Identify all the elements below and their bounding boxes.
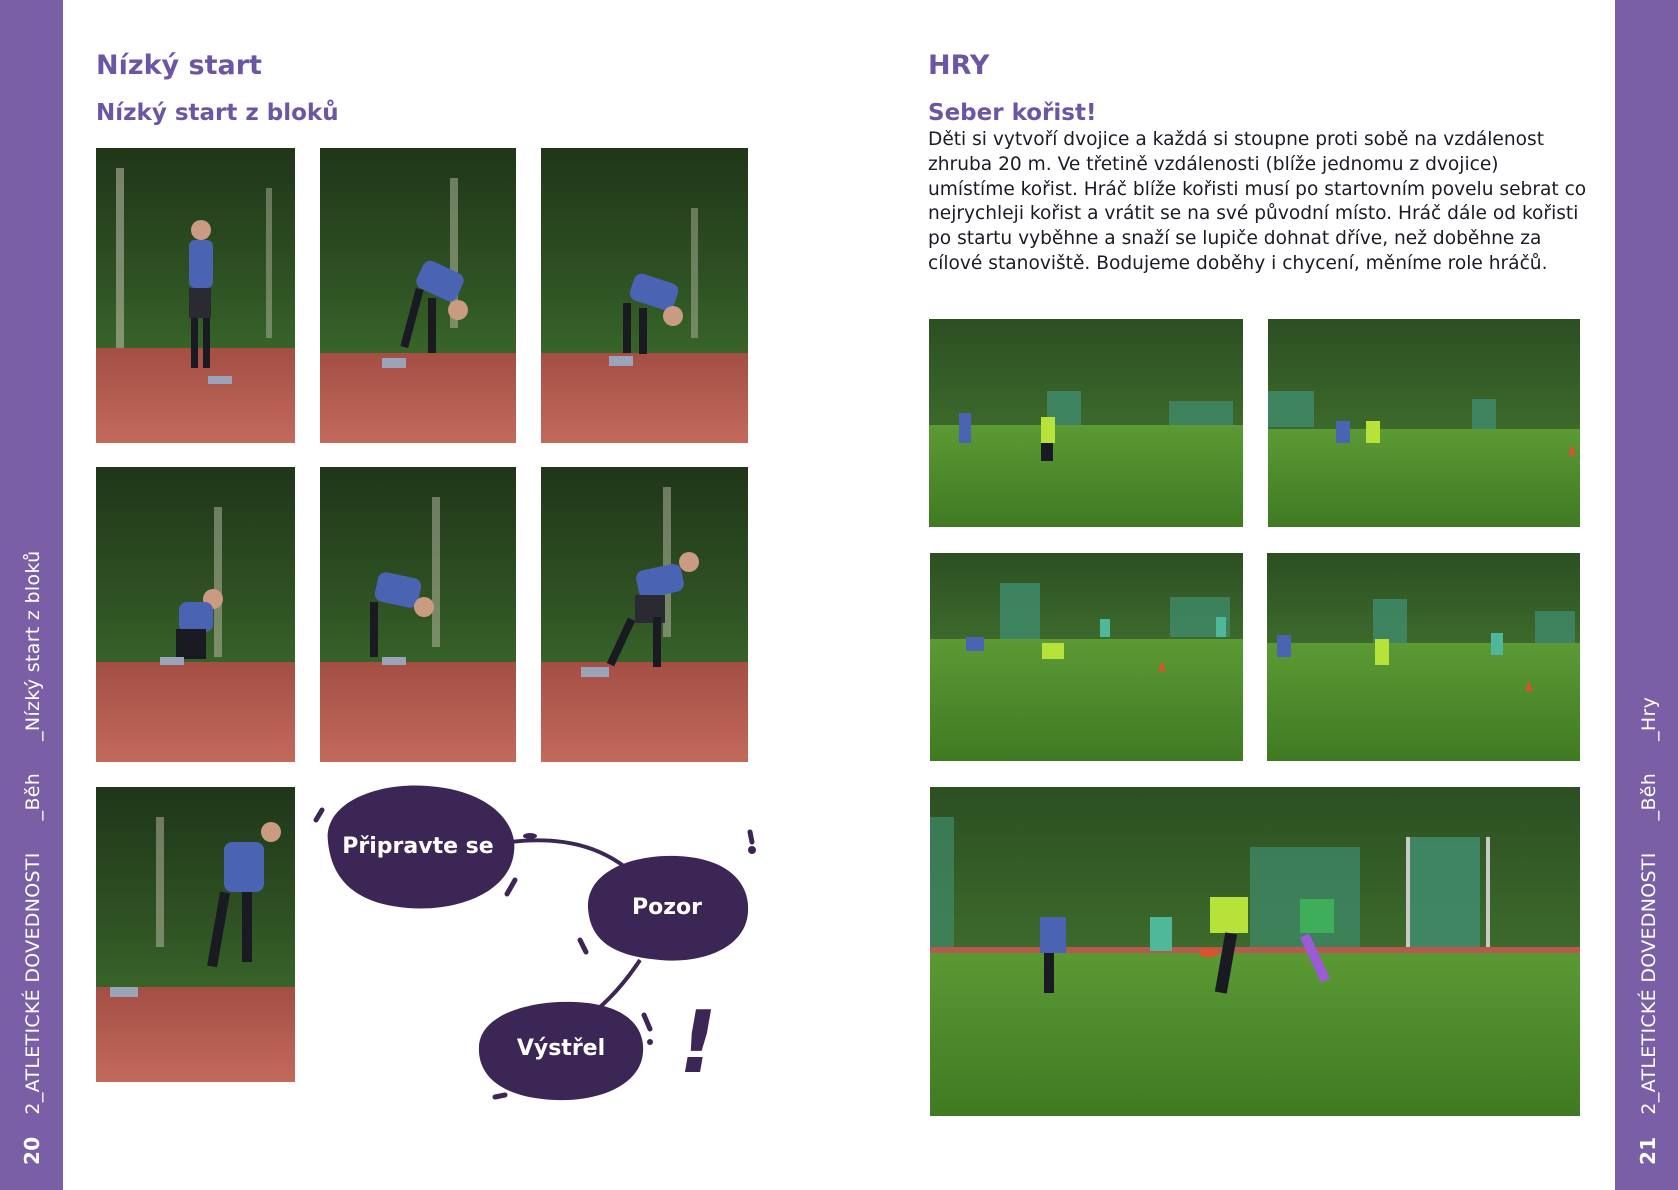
command-label-shot: Výstřel (516, 1036, 606, 1061)
right-side-label (1636, 697, 1660, 1165)
left-side-label (20, 551, 44, 1165)
page-number-left: 20 (20, 1136, 44, 1165)
command-blob-shot (475, 998, 647, 1103)
command-label-set: Pozor (631, 895, 702, 920)
photo-sprinter-standing (96, 148, 295, 443)
command-blob-ready (318, 782, 518, 912)
page-number-right: 21 (1636, 1136, 1660, 1165)
game-title: Seber kořist! (928, 100, 1097, 126)
photo-game-2 (1268, 319, 1580, 527)
side-chapter-left: 2_ATLETICKÉ DOVEDNOSTI (22, 852, 44, 1115)
photo-sprinter-hands-down (320, 148, 516, 443)
page-subtitle-left: Nízký start z bloků (96, 100, 339, 126)
side-chapter-right: 2_ATLETICKÉ DOVEDNOSTI (1638, 852, 1660, 1115)
side-topic-right: _Hry (1638, 696, 1660, 741)
photo-game-4 (1267, 553, 1580, 761)
command-blob-set (582, 852, 752, 964)
photo-sprinter-kneeling (96, 467, 295, 762)
game-description: Děti si vytvoří dvojice a každá si stoupne proti sobě na vzdálenost zhruba 20 m. Ve třetině vzdálenosti (blíže jednomu z dvojice) umístíme kořist. Hráč blíže kořisti musí po startovním povelu sebrat co nejrychleji kořist a vrátit se na své původní místo. Hráč dále od kořisti po startu vyběhne a snaží se lupiče dohnat dříve, než doběhne za cílové stanoviště. Bodujeme doběhy i chycení, měníme role hráčů. (928, 129, 1587, 274)
photo-sprinter-running (96, 787, 295, 1082)
photo-game-1 (929, 319, 1243, 527)
side-topic-left: _Nízký start z bloků (22, 550, 44, 741)
photo-sprinter-set (320, 467, 516, 762)
photo-game-5 (930, 787, 1580, 1116)
command-label-ready: Připravte se (342, 834, 494, 859)
side-section-right: _Běh (1638, 772, 1660, 821)
photo-sprinter-on-marks (541, 148, 748, 443)
exclamation-mark: ! (669, 993, 727, 1093)
page-title-left: Nízký start (96, 50, 262, 81)
side-section-left: _Běh (22, 772, 44, 821)
photo-sprinter-push-off (541, 467, 748, 762)
page-title-right: HRY (928, 50, 990, 81)
photo-game-3 (930, 553, 1243, 761)
